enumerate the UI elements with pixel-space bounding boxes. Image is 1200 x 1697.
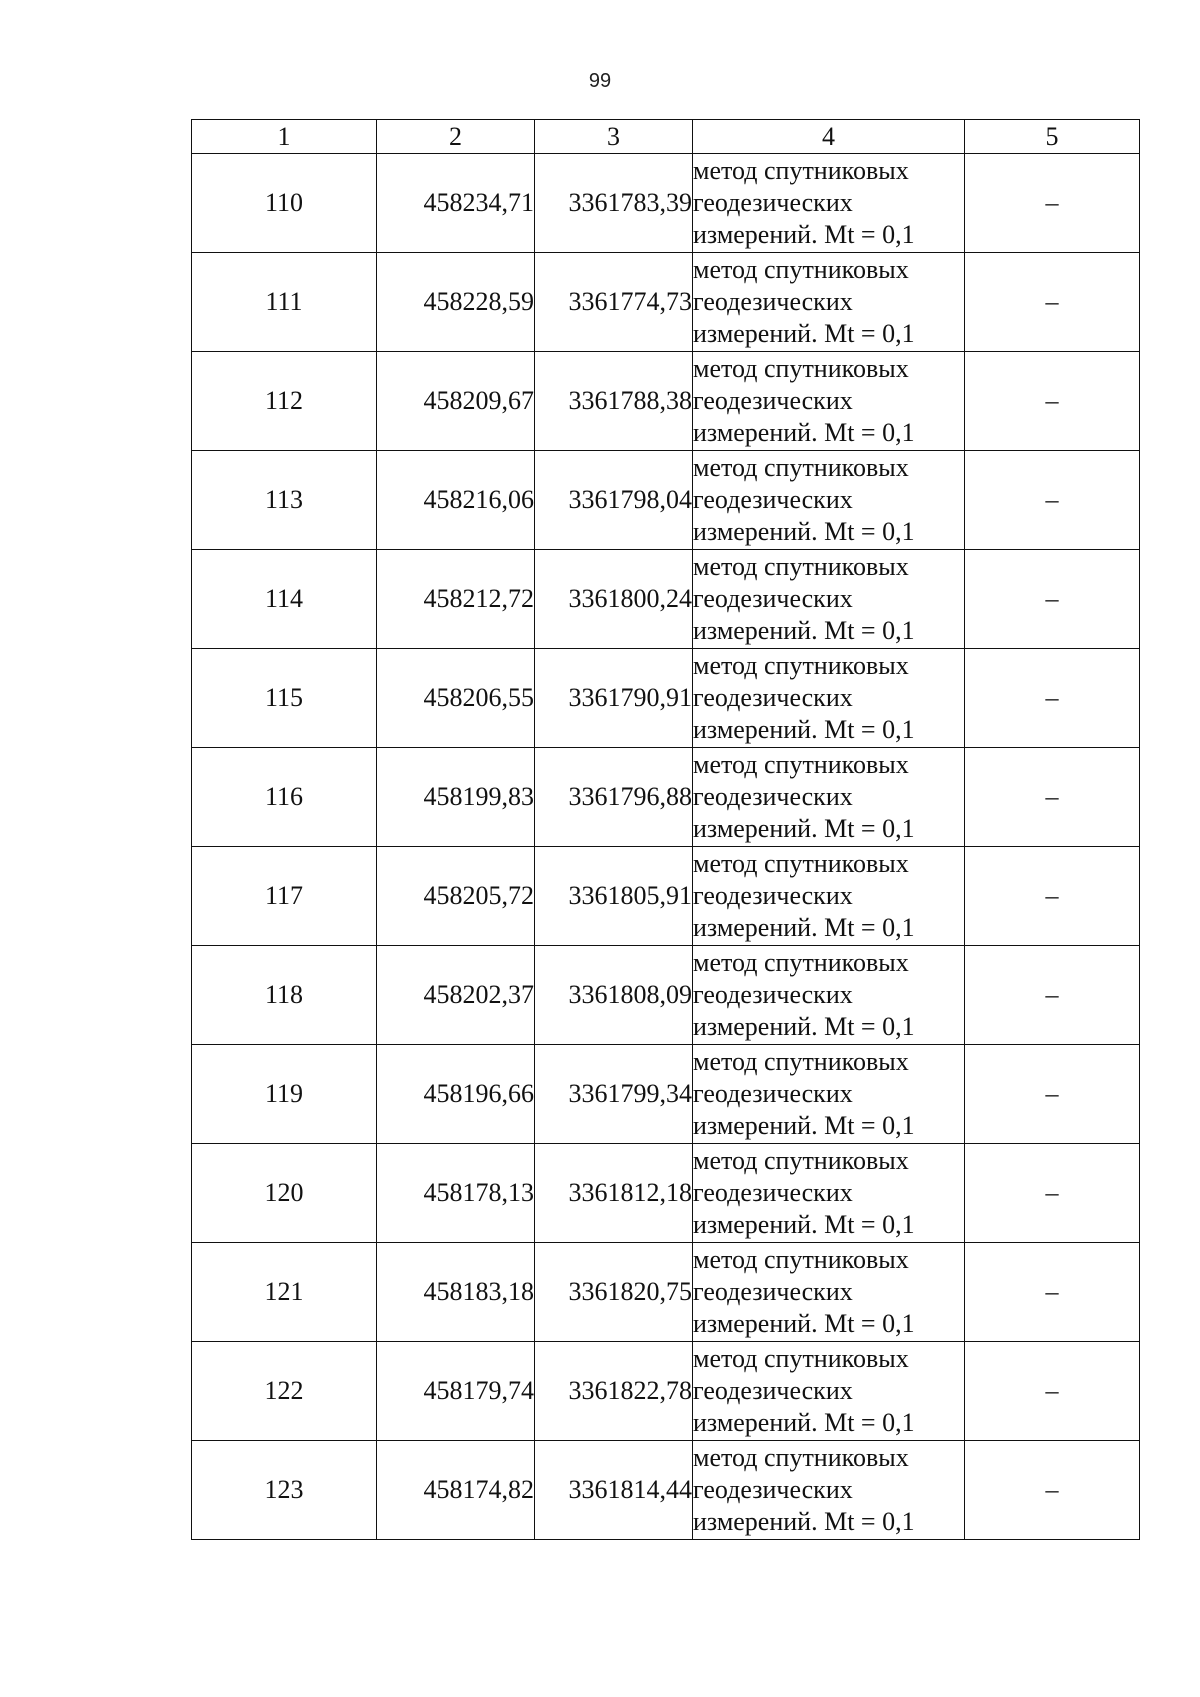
column-header: 3 [535,120,693,154]
method-text-line: измерений. Mt = 0,1 [693,1012,915,1041]
method-text-line: измерений. Mt = 0,1 [693,913,915,942]
x-coordinate-cell: 458199,83 [377,748,535,847]
x-coordinate-cell: 458179,74 [377,1342,535,1441]
method-cell [693,748,965,847]
y-coordinate-cell: 3361822,78 [535,1342,693,1441]
method-text-line: геодезических [693,1277,853,1306]
point-number-cell: 115 [192,649,377,748]
y-coordinate-cell: 3361799,34 [535,1045,693,1144]
x-coordinate-cell: 458205,72 [377,847,535,946]
coordinates-table [191,119,1140,1540]
table-row [192,154,1140,253]
x-coordinate-cell: 458206,55 [377,649,535,748]
method-cell [693,352,965,451]
method-text-line: метод спутниковых [693,1344,909,1373]
method-cell [693,253,965,352]
table-row [192,550,1140,649]
method-cell [693,649,965,748]
y-coordinate-cell: 3361800,24 [535,550,693,649]
description-cell: – [965,352,1140,451]
table-row [192,1243,1140,1342]
y-coordinate-cell: 3361783,39 [535,154,693,253]
column-header: 2 [377,120,535,154]
method-cell [693,451,965,550]
method-text-line: метод спутниковых [693,651,909,680]
point-number-cell: 123 [192,1441,377,1540]
point-number-cell: 110 [192,154,377,253]
point-number-cell: 117 [192,847,377,946]
point-number-cell: 116 [192,748,377,847]
method-text-line: геодезических [693,287,853,316]
y-coordinate-cell: 3361820,75 [535,1243,693,1342]
description-cell: – [965,1045,1140,1144]
description-cell: – [965,154,1140,253]
method-cell [693,1144,965,1243]
point-number-cell: 120 [192,1144,377,1243]
method-text-line: измерений. Mt = 0,1 [693,1408,915,1437]
method-text-line: измерений. Mt = 0,1 [693,1309,915,1338]
point-number-cell: 122 [192,1342,377,1441]
method-text-line: метод спутниковых [693,156,909,185]
x-coordinate-cell: 458212,72 [377,550,535,649]
description-cell: – [965,748,1140,847]
method-text-line: метод спутниковых [693,750,909,779]
table-row [192,649,1140,748]
method-text-line: измерений. Mt = 0,1 [693,418,915,447]
point-number-cell: 111 [192,253,377,352]
description-cell: – [965,253,1140,352]
method-text-line: метод спутниковых [693,948,909,977]
method-text-line: измерений. Mt = 0,1 [693,1210,915,1239]
method-text-line: геодезических [693,683,853,712]
point-number-cell: 121 [192,1243,377,1342]
method-text-line: геодезических [693,1376,853,1405]
table-row [192,1342,1140,1441]
y-coordinate-cell: 3361808,09 [535,946,693,1045]
method-cell [693,1441,965,1540]
method-cell [693,1243,965,1342]
method-text-line: геодезических [693,980,853,1009]
method-text-line: метод спутниковых [693,453,909,482]
table-row [192,946,1140,1045]
y-coordinate-cell: 3361798,04 [535,451,693,550]
description-cell: – [965,1441,1140,1540]
method-text-line: метод спутниковых [693,354,909,383]
description-cell: – [965,847,1140,946]
method-cell [693,946,965,1045]
y-coordinate-cell: 3361788,38 [535,352,693,451]
method-text-line: метод спутниковых [693,1047,909,1076]
x-coordinate-cell: 458178,13 [377,1144,535,1243]
point-number-cell: 119 [192,1045,377,1144]
method-text-line: геодезических [693,584,853,613]
table-row [192,748,1140,847]
table-body [192,154,1140,1540]
description-cell: – [965,1243,1140,1342]
y-coordinate-cell: 3361796,88 [535,748,693,847]
description-cell: – [965,946,1140,1045]
x-coordinate-cell: 458209,67 [377,352,535,451]
x-coordinate-cell: 458202,37 [377,946,535,1045]
y-coordinate-cell: 3361774,73 [535,253,693,352]
method-text-line: измерений. Mt = 0,1 [693,715,915,744]
x-coordinate-cell: 458174,82 [377,1441,535,1540]
point-number-cell: 118 [192,946,377,1045]
description-cell: – [965,1342,1140,1441]
method-text-line: геодезических [693,188,853,217]
column-header: 1 [192,120,377,154]
column-header: 5 [965,120,1140,154]
method-text-line: геодезических [693,485,853,514]
method-text-line: геодезических [693,1079,853,1108]
method-text-line: геодезических [693,1475,853,1504]
method-text-line: геодезических [693,1178,853,1207]
y-coordinate-cell: 3361805,91 [535,847,693,946]
method-text-line: измерений. Mt = 0,1 [693,1111,915,1140]
method-text-line: геодезических [693,881,853,910]
header-row [192,120,1140,154]
table-row [192,847,1140,946]
table-row [192,253,1140,352]
method-text-line: измерений. Mt = 0,1 [693,616,915,645]
method-text-line: метод спутниковых [693,1443,909,1472]
table-row [192,1441,1140,1540]
method-text-line: метод спутниковых [693,552,909,581]
x-coordinate-cell: 458183,18 [377,1243,535,1342]
y-coordinate-cell: 3361814,44 [535,1441,693,1540]
description-cell: – [965,451,1140,550]
table-row [192,352,1140,451]
method-text-line: измерений. Mt = 0,1 [693,220,915,249]
table-row [192,1045,1140,1144]
method-cell [693,847,965,946]
method-text-line: метод спутниковых [693,849,909,878]
method-text-line: геодезических [693,782,853,811]
point-number-cell: 113 [192,451,377,550]
method-cell [693,154,965,253]
x-coordinate-cell: 458216,06 [377,451,535,550]
method-text-line: измерений. Mt = 0,1 [693,814,915,843]
point-number-cell: 112 [192,352,377,451]
method-text-line: измерений. Mt = 0,1 [693,1507,915,1536]
x-coordinate-cell: 458196,66 [377,1045,535,1144]
method-text-line: метод спутниковых [693,1245,909,1274]
table-row [192,1144,1140,1243]
point-number-cell: 114 [192,550,377,649]
column-header: 4 [693,120,965,154]
method-cell [693,1342,965,1441]
method-text-line: метод спутниковых [693,255,909,284]
page-number: 99 [588,70,612,92]
table-row [192,451,1140,550]
description-cell: – [965,1144,1140,1243]
method-cell [693,550,965,649]
method-text-line: измерений. Mt = 0,1 [693,517,915,546]
x-coordinate-cell: 458228,59 [377,253,535,352]
method-text-line: измерений. Mt = 0,1 [693,319,915,348]
description-cell: – [965,550,1140,649]
method-text-line: геодезических [693,386,853,415]
x-coordinate-cell: 458234,71 [377,154,535,253]
y-coordinate-cell: 3361790,91 [535,649,693,748]
method-text-line: метод спутниковых [693,1146,909,1175]
method-cell [693,1045,965,1144]
description-cell: – [965,649,1140,748]
y-coordinate-cell: 3361812,18 [535,1144,693,1243]
